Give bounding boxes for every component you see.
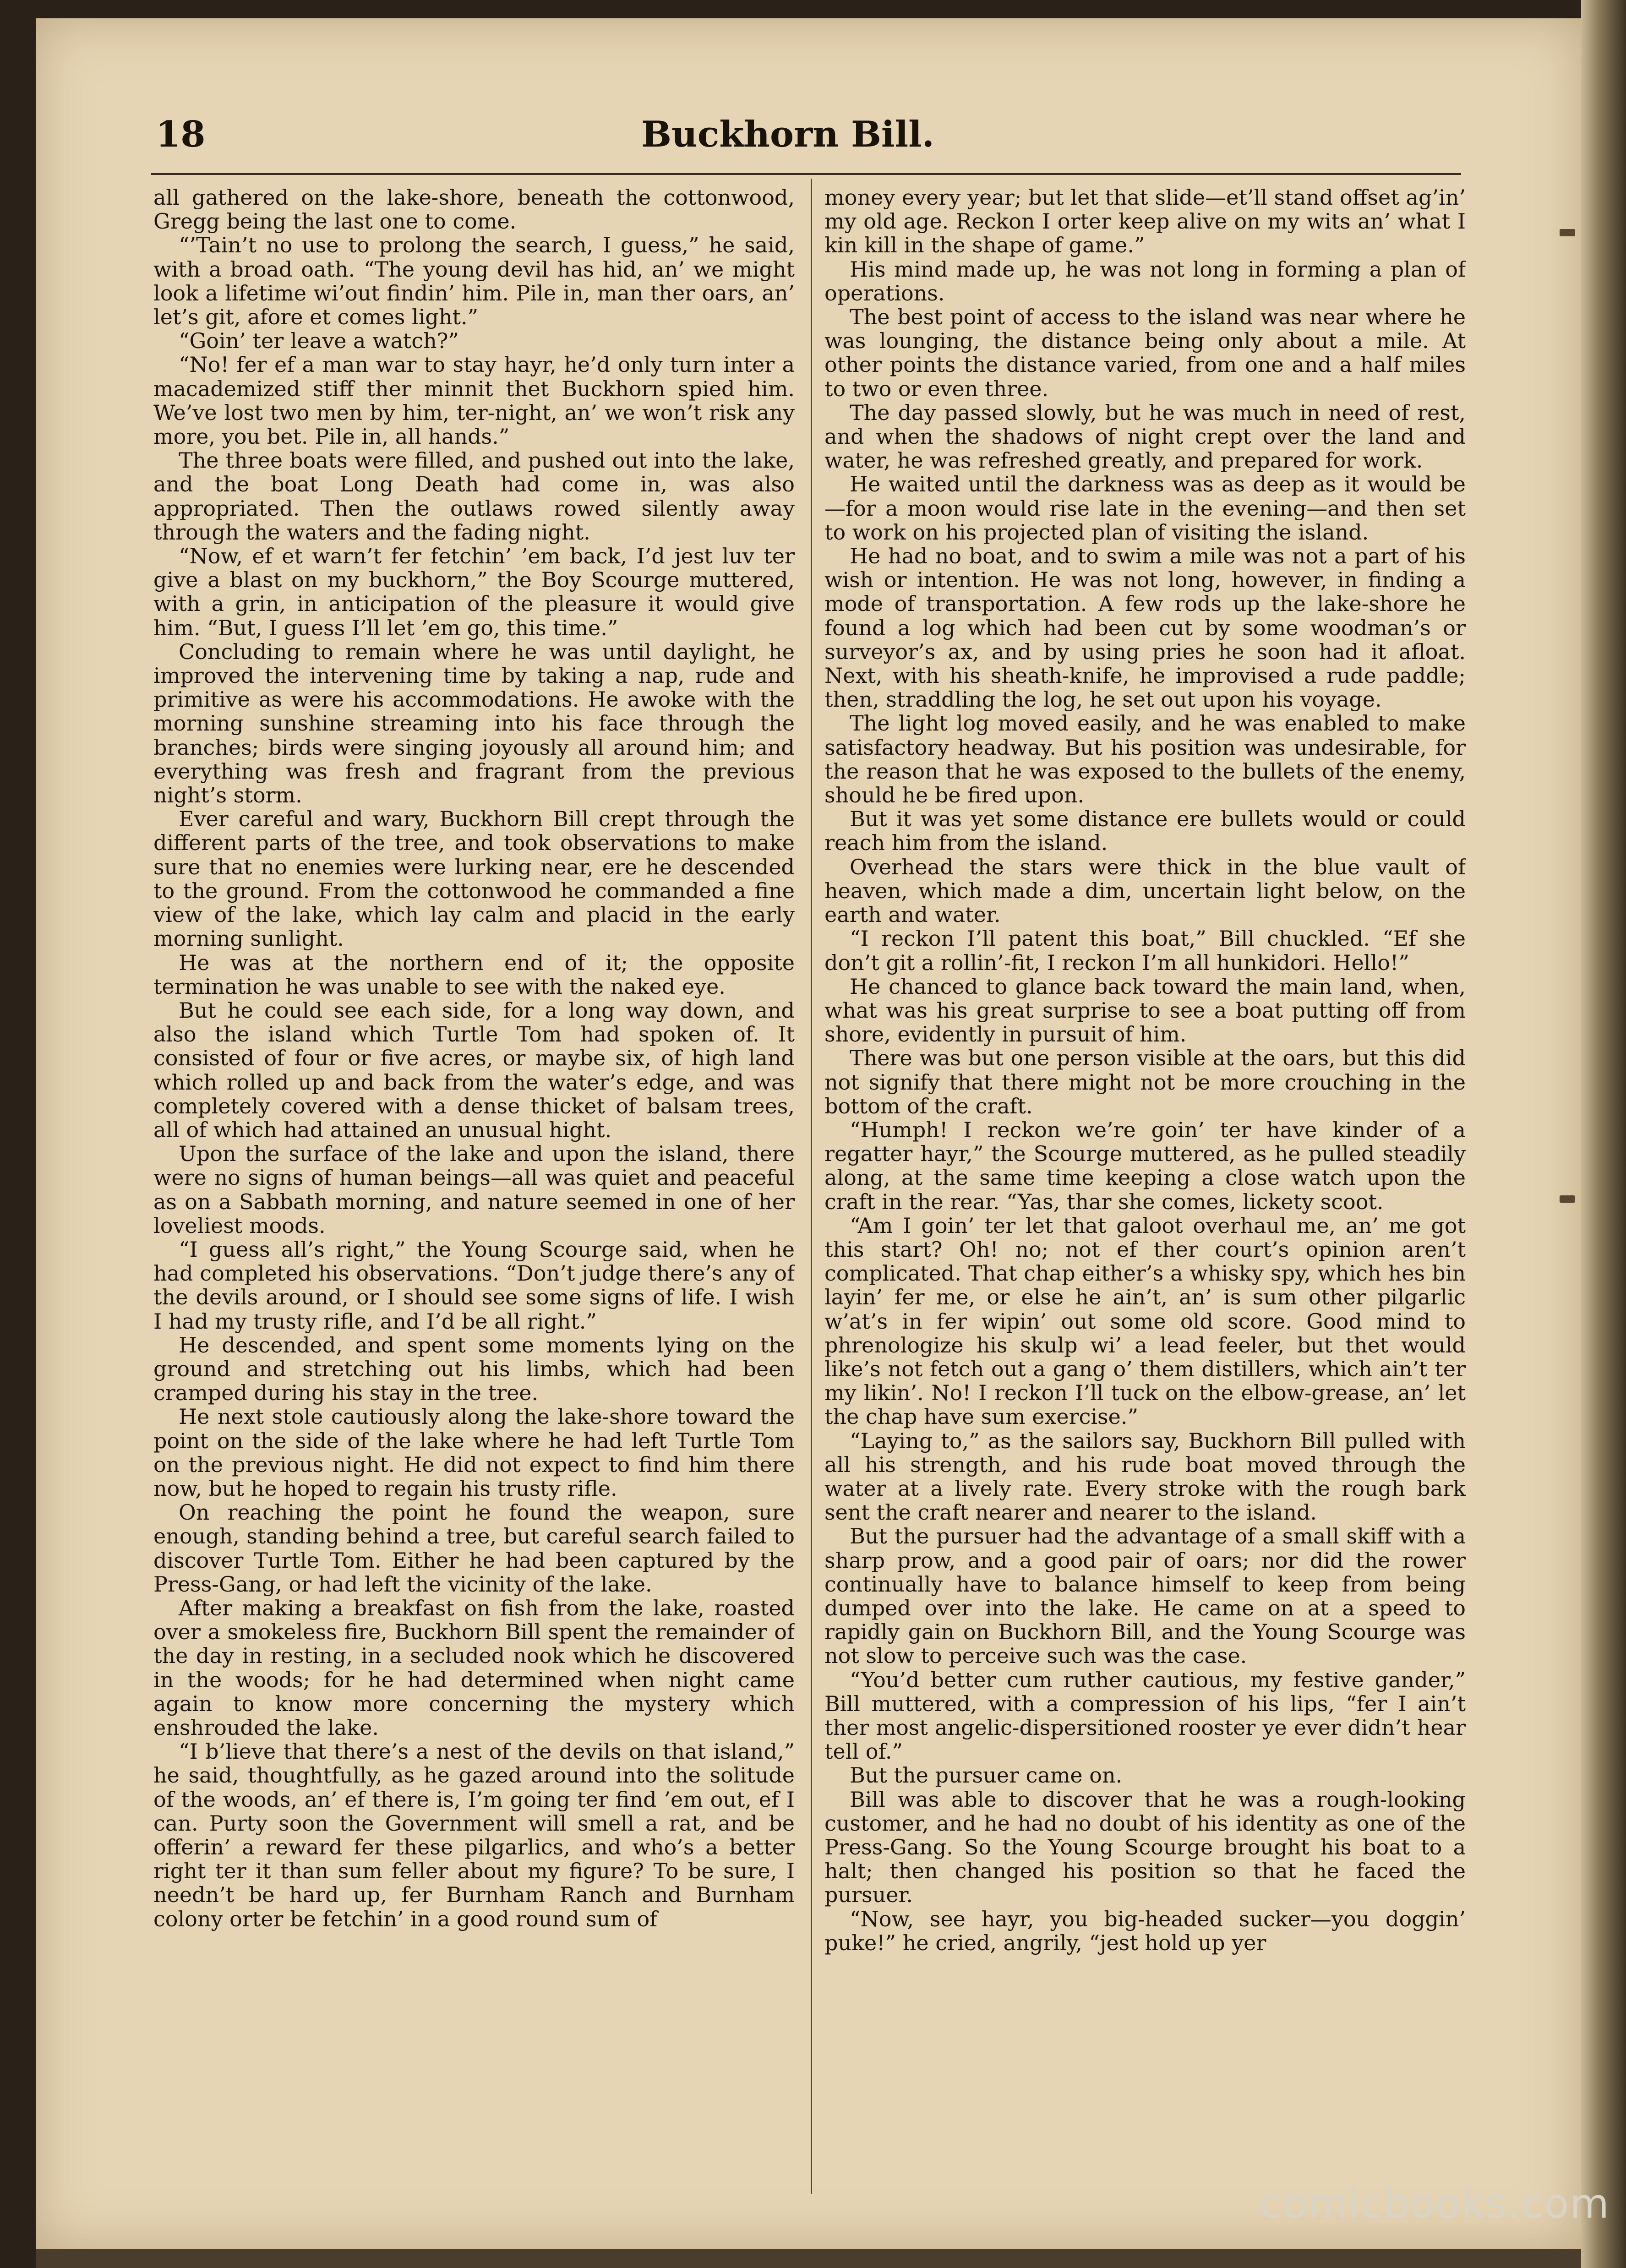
paragraph: “You’d better cum ruther cautious, my festive gander,” Bill muttered, with a compression of his lips, “fer I ain’t ther most angelic-dispersitioned rooster ye ever didn’t hear tell of.” xyxy=(824,1667,1466,1764)
paragraph: The light log moved easily, and he was enabled to make satisfactory headway. But his position was undesirable, for the reason that he was exposed to the bullets of the enemy, should he be fired upon. xyxy=(824,711,1466,808)
paragraph: But it was yet some distance ere bullets would or could reach him from the island. xyxy=(824,807,1466,856)
paragraph: The best point of access to the island was near where he was lounging, the distance being only about a mile. At other points the distance varied, from one and a half miles to two or even three. xyxy=(824,305,1466,401)
paragraph: Concluding to remain where he was until daylight, he improved the intervening time by taking a nap, rude and primitive as were his accommodations. He awoke with the morning sunshine streaming into his face through the branches; birds were singing joyously all around him; and everything was fresh and fragrant from the previous night’s storm. xyxy=(153,639,795,808)
page-header xyxy=(115,105,1461,169)
paragraph: There was but one person visible at the oars, but this did not signify that there might not be more crouching in the bottom of the craft. xyxy=(824,1046,1466,1118)
paragraph: “Goin’ ter leave a watch?” xyxy=(179,328,459,354)
paragraph: money every year; but let that slide—et’ll stand offset ag’in’ my old age. Reckon I orter keep alive on my wits an’ what I kin kill in the shape of game.” xyxy=(824,185,1466,258)
paragraph: Overhead the stars were thick in the blue vault of heaven, which made a dim, uncertain light below, on the earth and water. xyxy=(824,854,1466,927)
paragraph: The three boats were filled, and pushed out into the lake, and the boat Long Death had come in, was also appropriated. Then the outlaws rowed silently away through the waters and the fading night. xyxy=(153,448,795,545)
paragraph: But he could see each side, for a long way down, and also the island which Turtle Tom had spoken of. It consisted of four or five acres, or maybe six, of high land which rolled up and back from the water’s edge, and was completely covered with a dense thicket of balsam trees, all of which had attained an unusual hight. xyxy=(153,998,795,1142)
right-text-column xyxy=(824,185,1466,2192)
paragraph: “I reckon I’ll patent this boat,” Bill chuckled. “Ef she don’t git a rollin’-fit, I reckon I’m all hunkidori. Hello!” xyxy=(824,926,1466,975)
paragraph: Bill was able to discover that he was a rough-looking customer, and he had no doubt of his identity as one of the Press-Gang. So the Young Scourge brought his boat to a halt; then changed his position so that he faced the pursuer. xyxy=(824,1787,1466,1908)
paragraph: “Humph! I reckon we’re goin’ ter have kinder of a regatter hayr,” the Scourge muttered, as he pulled steadily along, at the same time keeping a close watch upon the craft in the rear. “Yas, thar she comes, lickety scoot. xyxy=(824,1117,1466,1214)
paragraph: “Am I goin’ ter let that galoot overhaul me, an’ me got this start? Oh! no; not ef ther court’s opinion aren’t complicated. That chap either’s a whisky spy, which hes bin layin’ fer me, or else he ain’t, an’ is sum other pilgarlic w’at’s in fer wipin’ out some old score. Good mind to phrenologize his skulp wi’ a lead feeler, but thet would like’s not fetch out a gang o’ them distillers, which ain’t ter my likin’. No! I reckon I’ll tuck on the elbow-grease, an’ let the chap have sum exercise.” xyxy=(824,1213,1466,1429)
paragraph: His mind made up, he was not long in forming a plan of operations. xyxy=(824,256,1466,305)
paragraph: But the pursuer had the advantage of a small skiff with a sharp prow, and a good pair of oars; nor did the rower continually have to balance himself to keep from being dumped over into the lake. He came on at a speed to rapidly gain on Buckhorn Bill, and the Young Scourge was not slow to perceive such was the case. xyxy=(824,1524,1466,1668)
paragraph: “Now, see hayr, you big-headed sucker—you doggin’ puke!” he cried, angrily, “jest hold up yer xyxy=(824,1906,1466,1955)
paragraph: Upon the surface of the lake and upon the island, there were no signs of human beings—all was quiet and peaceful as on a Sabbath morning, and nature seemed in one of her loveliest moods. xyxy=(153,1141,795,1238)
paragraph: all gathered on the lake-shore, beneath the cottonwood, Gregg being the last one to come. xyxy=(153,185,795,234)
paragraph: He chanced to glance back toward the main land, when, what was his great surprise to see a boat putting off from shore, evidently in pursuit of him. xyxy=(824,974,1466,1047)
header-rule xyxy=(151,173,1461,175)
paragraph: He waited until the darkness was as deep as it would be—for a moon would rise late in the evening—and then set to work on his projected plan of visiting the island. xyxy=(824,472,1466,545)
binding-tab-mark xyxy=(1560,1195,1575,1203)
paragraph: “’Tain’t no use to prolong the search, I guess,” he said, with a broad oath. “The young devil has hid, an’ we might look a lifetime wi’out findin’ him. Pile in, man ther oars, an’ let’s git, afore et comes light.” xyxy=(153,233,795,330)
page-edge-shadow xyxy=(1581,0,1626,2268)
paragraph: But the pursuer came on. xyxy=(850,1763,1123,1788)
paragraph: He was at the northern end of it; the opposite termination he was unable to see with the naked eye. xyxy=(153,950,795,999)
column-divider xyxy=(811,179,812,2194)
paragraph: “No! fer ef a man war to stay hayr, he’d only turn inter a macademized stiff ther minnit thet Buckhorn spied him. We’ve lost two men by him, ter-night, an’ we won’t risk any more, you bet. Pile in, all hands.” xyxy=(153,352,795,449)
paragraph: After making a breakfast on fish from the lake, roasted over a smokeless fire, Buckhorn Bill spent the remainder of the day in resting, in a secluded nook which he discovered in the woods; for he had determined when night came again to know more concerning the mystery which enshrouded the lake. xyxy=(153,1595,795,1740)
paragraph: “I b’lieve that there’s a nest of the devils on that island,” he said, thoughtfully, as he gazed around into the solitude of the woods, an’ ef there is, I’m going ter find ’em out, ef I can. Purty soon the Government will smell a rat, and be offerin’ a reward fer these pilgarlics, and who’s a better right ter it than sum feller about my figure? To be sure, I needn’t be hard up, fer Burnham Ranch and Burnham colony orter be fetchin’ in a good round sum of xyxy=(153,1739,795,1931)
paragraph: He descended, and spent some moments lying on the ground and stretching out his limbs, which had been cramped during his stay in the tree. xyxy=(153,1332,795,1406)
left-text-column xyxy=(153,185,795,2192)
paragraph: He had no boat, and to swim a mile was not a part of his wish or intention. He was not long, however, in finding a mode of transportation. A few rods up the lake-shore he found a log which had been cut by some woodman’s or surveyor’s ax, and by using pries he soon had it afloat. Next, with his sheath-knife, he improvised a rude paddle; then, straddling the log, he set out upon his voyage. xyxy=(824,544,1466,712)
bottom-page-edge xyxy=(36,2249,1581,2268)
paragraph: He next stole cautiously along the lake-shore toward the point on the side of the lake where he had left Turtle Tom on the previous night. He did not expect to find him there now, but he hoped to regain his trusty rifle. xyxy=(153,1404,795,1501)
paragraph: On reaching the point he found the weapon, sure enough, standing behind a tree, but careful search failed to discover Turtle Tom. Either he had been captured by the Press-Gang, or had left the vicinity of the lake. xyxy=(153,1500,795,1597)
binding-tab-mark xyxy=(1560,229,1575,236)
running-title: Buckhorn Bill. xyxy=(641,114,934,155)
paragraph: Ever careful and wary, Buckhorn Bill crept through the different parts of the tree, and took observations to make sure that no enemies were lurking near, ere he descended to the ground. From the cottonwood he commanded a fine view of the lake, which lay calm and placid in the early morning sunlight. xyxy=(153,807,795,951)
site-watermark: comicbooks.com xyxy=(1259,2180,1610,2227)
paragraph: “I guess all’s right,” the Young Scourge said, when he had completed his observations. “Don’t judge there’s any of the devils around, or I should see some signs of life. I wish I had my trusty rifle, and I’d be all right.” xyxy=(153,1237,795,1334)
paragraph: “Now, ef et warn’t fer fetchin’ ’em back, I’d jest luv ter give a blast on my buckhorn,” the Boy Scourge muttered, with a grin, in anticipation of the pleasure it would give him. “But, I guess I’ll let ’em go, this time.” xyxy=(153,544,795,640)
page-number: 18 xyxy=(156,114,206,155)
paragraph: “Laying to,” as the sailors say, Buckhorn Bill pulled with all his strength, and his rude boat moved through the water at a lively rate. Every stroke with the rough bark sent the craft nearer and nearer to the island. xyxy=(824,1428,1466,1525)
paragraph: The day passed slowly, but he was much in need of rest, and when the shadows of night crept over the land and water, he was refreshed greatly, and prepared for work. xyxy=(824,400,1466,473)
